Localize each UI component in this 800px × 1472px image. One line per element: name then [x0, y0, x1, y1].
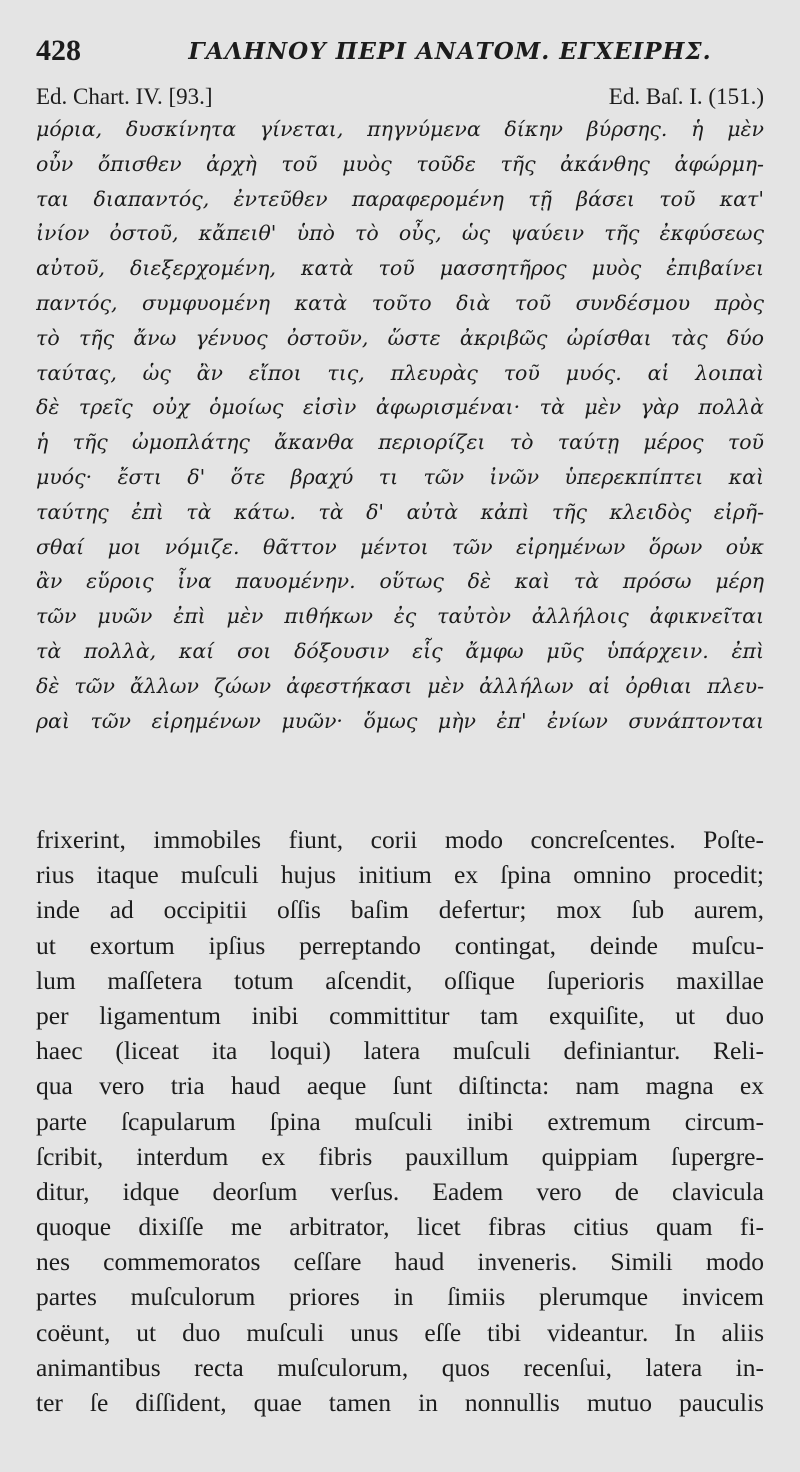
greek-text-line: ραὶ τῶν εἰρημένων μυῶν· ὅμως μὴν ἐπ' ἐνίων συνάπτονται	[36, 708, 764, 733]
edition-chartier-reference: Ed. Chart. IV. [93.]	[36, 84, 213, 109]
edition-reference-line	[36, 84, 764, 114]
latin-text-line: frixerint, immobiles fiunt, corii modo concreſcentes. Poſte-	[36, 825, 764, 854]
greek-text-line: ἰνίον ὀστοῦ, κἄπειθ' ὑπὸ τὸ οὖς, ὡς ψαύειν τῆς ἐκφύσεως	[36, 221, 764, 246]
latin-text-line: parte ſcapularum ſpina muſculi inibi extremum circum-	[36, 1106, 764, 1136]
latin-text-line: rius itaque muſculi hujus initium ex ſpina omnino procedit;	[36, 860, 764, 890]
latin-text-line: qua vero tria haud aeque ſunt diſtincta: nam magna ex	[36, 1071, 764, 1101]
latin-text-line: coëunt, ut duo muſculi unus eſſe tibi videantur. In aliis	[36, 1317, 764, 1347]
greek-text-line: δὲ τρεῖς οὐχ ὁμοίως εἰσὶν ἀφωρισμέναι· τὰ μὲν γὰρ πολλὰ	[36, 395, 764, 420]
latin-text-line: ditur, idque deorſum verſus. Eadem vero de clavicula	[36, 1176, 764, 1206]
greek-text-line: δὲ τῶν ἄλλων ζώων ἀφεστήκασι μὲν ἀλλήλων αἱ ὀρθιαι πλευ-	[36, 673, 764, 698]
latin-text-line: haec (liceat ita loqui) latera muſculi definiantur. Reli-	[36, 1036, 764, 1066]
page-header	[36, 30, 764, 70]
page-number: 428	[36, 34, 81, 67]
latin-text-line: per ligamentum inibi committitur tam exquiſite, ut duo	[36, 1000, 764, 1030]
edition-basel-reference: Ed. Baſ. I. (151.)	[608, 84, 764, 109]
greek-text-line: ταύτης ἐπὶ τὰ κάτω. τὰ δ' αὐτὰ κἀπὶ τῆς κλειδὸς εἰρῆ-	[36, 499, 764, 524]
greek-text-line: τὸ τῆς ἄνω γένυος ὀστοῦν, ὥστε ἀκριβῶς ὠρίσθαι τὰς δύο	[36, 325, 764, 350]
greek-text-block	[36, 112, 764, 738]
greek-text-line: ἡ τῆς ὠμοπλάτης ἄκανθα περιορίζει τὸ ταύτῃ μέρος τοῦ	[36, 430, 764, 455]
greek-text-line: οὖν ὄπισθεν ἀρχὴ τοῦ μυὸς τοῦδε τῆς ἀκάνθης ἀφώρμη-	[36, 151, 764, 176]
latin-text-line: quoque dixiſſe me arbitrator, licet fibras citius quam fi-	[36, 1212, 764, 1242]
greek-text-line: ταύτας, ὡς ἂν εἴποι τις, πλευρὰς τοῦ μυός. αἱ λοιπαὶ	[36, 360, 764, 385]
latin-text-line: ſcribit, interdum ex fibris pauxillum quippiam ſupergre-	[36, 1141, 764, 1171]
latin-text-line: nes commemoratos ceſſare haud inveneris. Simili modo	[36, 1247, 764, 1277]
latin-text-line: animantibus recta muſculorum, quos recenſui, latera in-	[36, 1352, 764, 1382]
greek-text-line: τῶν μυῶν ἐπὶ μὲν πιθήκων ἐς ταὐτὸν ἀλλήλοις ἀφικνεῖται	[36, 604, 764, 629]
latin-text-line: inde ad occipitii oſſis baſim defertur; mox ſub aurem,	[36, 895, 764, 925]
greek-text-line: μυός· ἔστι δ' ὅτε βραχύ τι τῶν ἰνῶν ὑπερεκπίπτει καὶ	[36, 464, 764, 489]
greek-text-line: ται διαπαντός, ἐντεῦθεν παραφερομένη τῇ βάσει τοῦ κατ'	[36, 186, 764, 211]
greek-text-line: αὐτοῦ, διεξερχομένη, κατὰ τοῦ μασσητῆρος μυὸς ἐπιβαίνει	[36, 256, 764, 281]
greek-text-line: τὰ πολλὰ, καί σοι δόξουσιν εἷς ἄμφω μῦς ὑπάρχειν. ἐπὶ	[36, 638, 764, 663]
latin-text-line: lum maſſetera totum aſcendit, oſſique ſuperioris maxillae	[36, 965, 764, 995]
greek-text-line: μόρια, δυσκίνητα γίνεται, πηγνύμενα δίκην βύρσης. ἡ μὲν	[36, 117, 764, 141]
greek-text-line: σθαί μοι νόμιζε. θᾶττον μέντοι τῶν εἰρημένων ὅρων οὐκ	[36, 534, 764, 559]
latin-text-line: ter ſe diſſident, quae tamen in nonnullis mutuo pauculis	[36, 1388, 764, 1417]
latin-text-line: partes muſculorum priores in ſimiis plerumque invicem	[36, 1282, 764, 1312]
latin-text-line: ut exortum ipſius perreptando contingat, deinde muſcu-	[36, 930, 764, 960]
greek-text-line: παντός, συμφυομένη κατὰ τοῦτο διὰ τοῦ συνδέσμου πρὸς	[36, 290, 764, 315]
latin-translation-block	[36, 822, 764, 1420]
running-title: ΓΑΛΗΝΟΥ ΠΕΡΙ ΑΝΑΤΟΜ. ΕΓΧΕΙΡΗΣ.	[188, 38, 712, 65]
greek-text-line: ἂν εὕροις ἶνα παυομένην. οὕτως δὲ καὶ τὰ πρόσω μέρη	[36, 569, 764, 594]
